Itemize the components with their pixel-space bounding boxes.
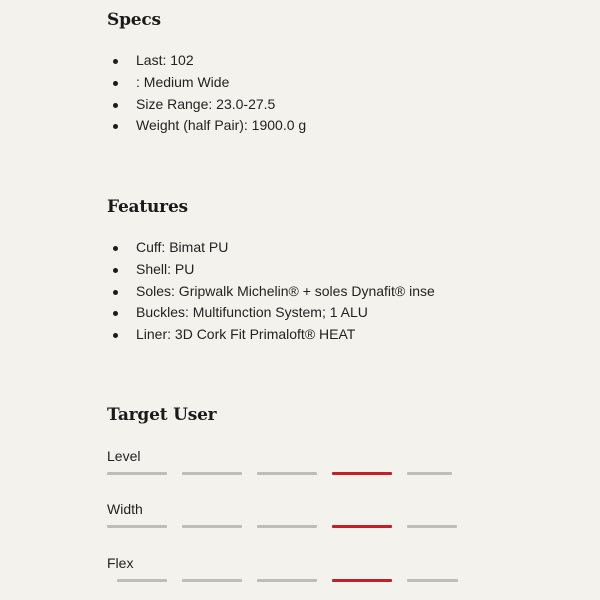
rating-segment [407,525,457,528]
rating-segment [332,579,392,582]
specs-list [107,50,437,137]
rating-segment [332,525,392,528]
level-label: Level [107,448,141,464]
rating-segment [107,525,167,528]
list-item: : Medium Wide [107,72,437,94]
features-title: Features [107,197,188,217]
rating-segment [407,579,458,582]
rating-segment [107,472,167,475]
list-item: Soles: Gripwalk Michelin® + soles Dynafit® inse [107,281,437,303]
width-label: Width [107,501,143,517]
target-user-title: Target User [107,405,217,425]
list-item: Shell: PU [107,259,437,281]
features-list [107,237,437,346]
rating-segment [407,472,452,475]
rating-segment [332,472,392,475]
rating-segment [182,525,242,528]
rating-segment [182,579,242,582]
list-item: Weight (half Pair): 1900.0 g [107,115,437,137]
list-item: Cuff: Bimat PU [107,237,437,259]
flex-label: Flex [107,555,134,571]
list-item: Liner: 3D Cork Fit Primaloft® HEAT [107,324,437,346]
rating-segment [257,472,317,475]
rating-segment [182,472,242,475]
rating-segment [117,579,167,582]
list-item: Size Range: 23.0-27.5 [107,94,437,116]
list-item: Last: 102 [107,50,437,72]
list-item: Buckles: Multifunction System; 1 ALU [107,302,437,324]
rating-segment [257,579,317,582]
specs-title: Specs [107,10,161,30]
rating-segment [257,525,317,528]
